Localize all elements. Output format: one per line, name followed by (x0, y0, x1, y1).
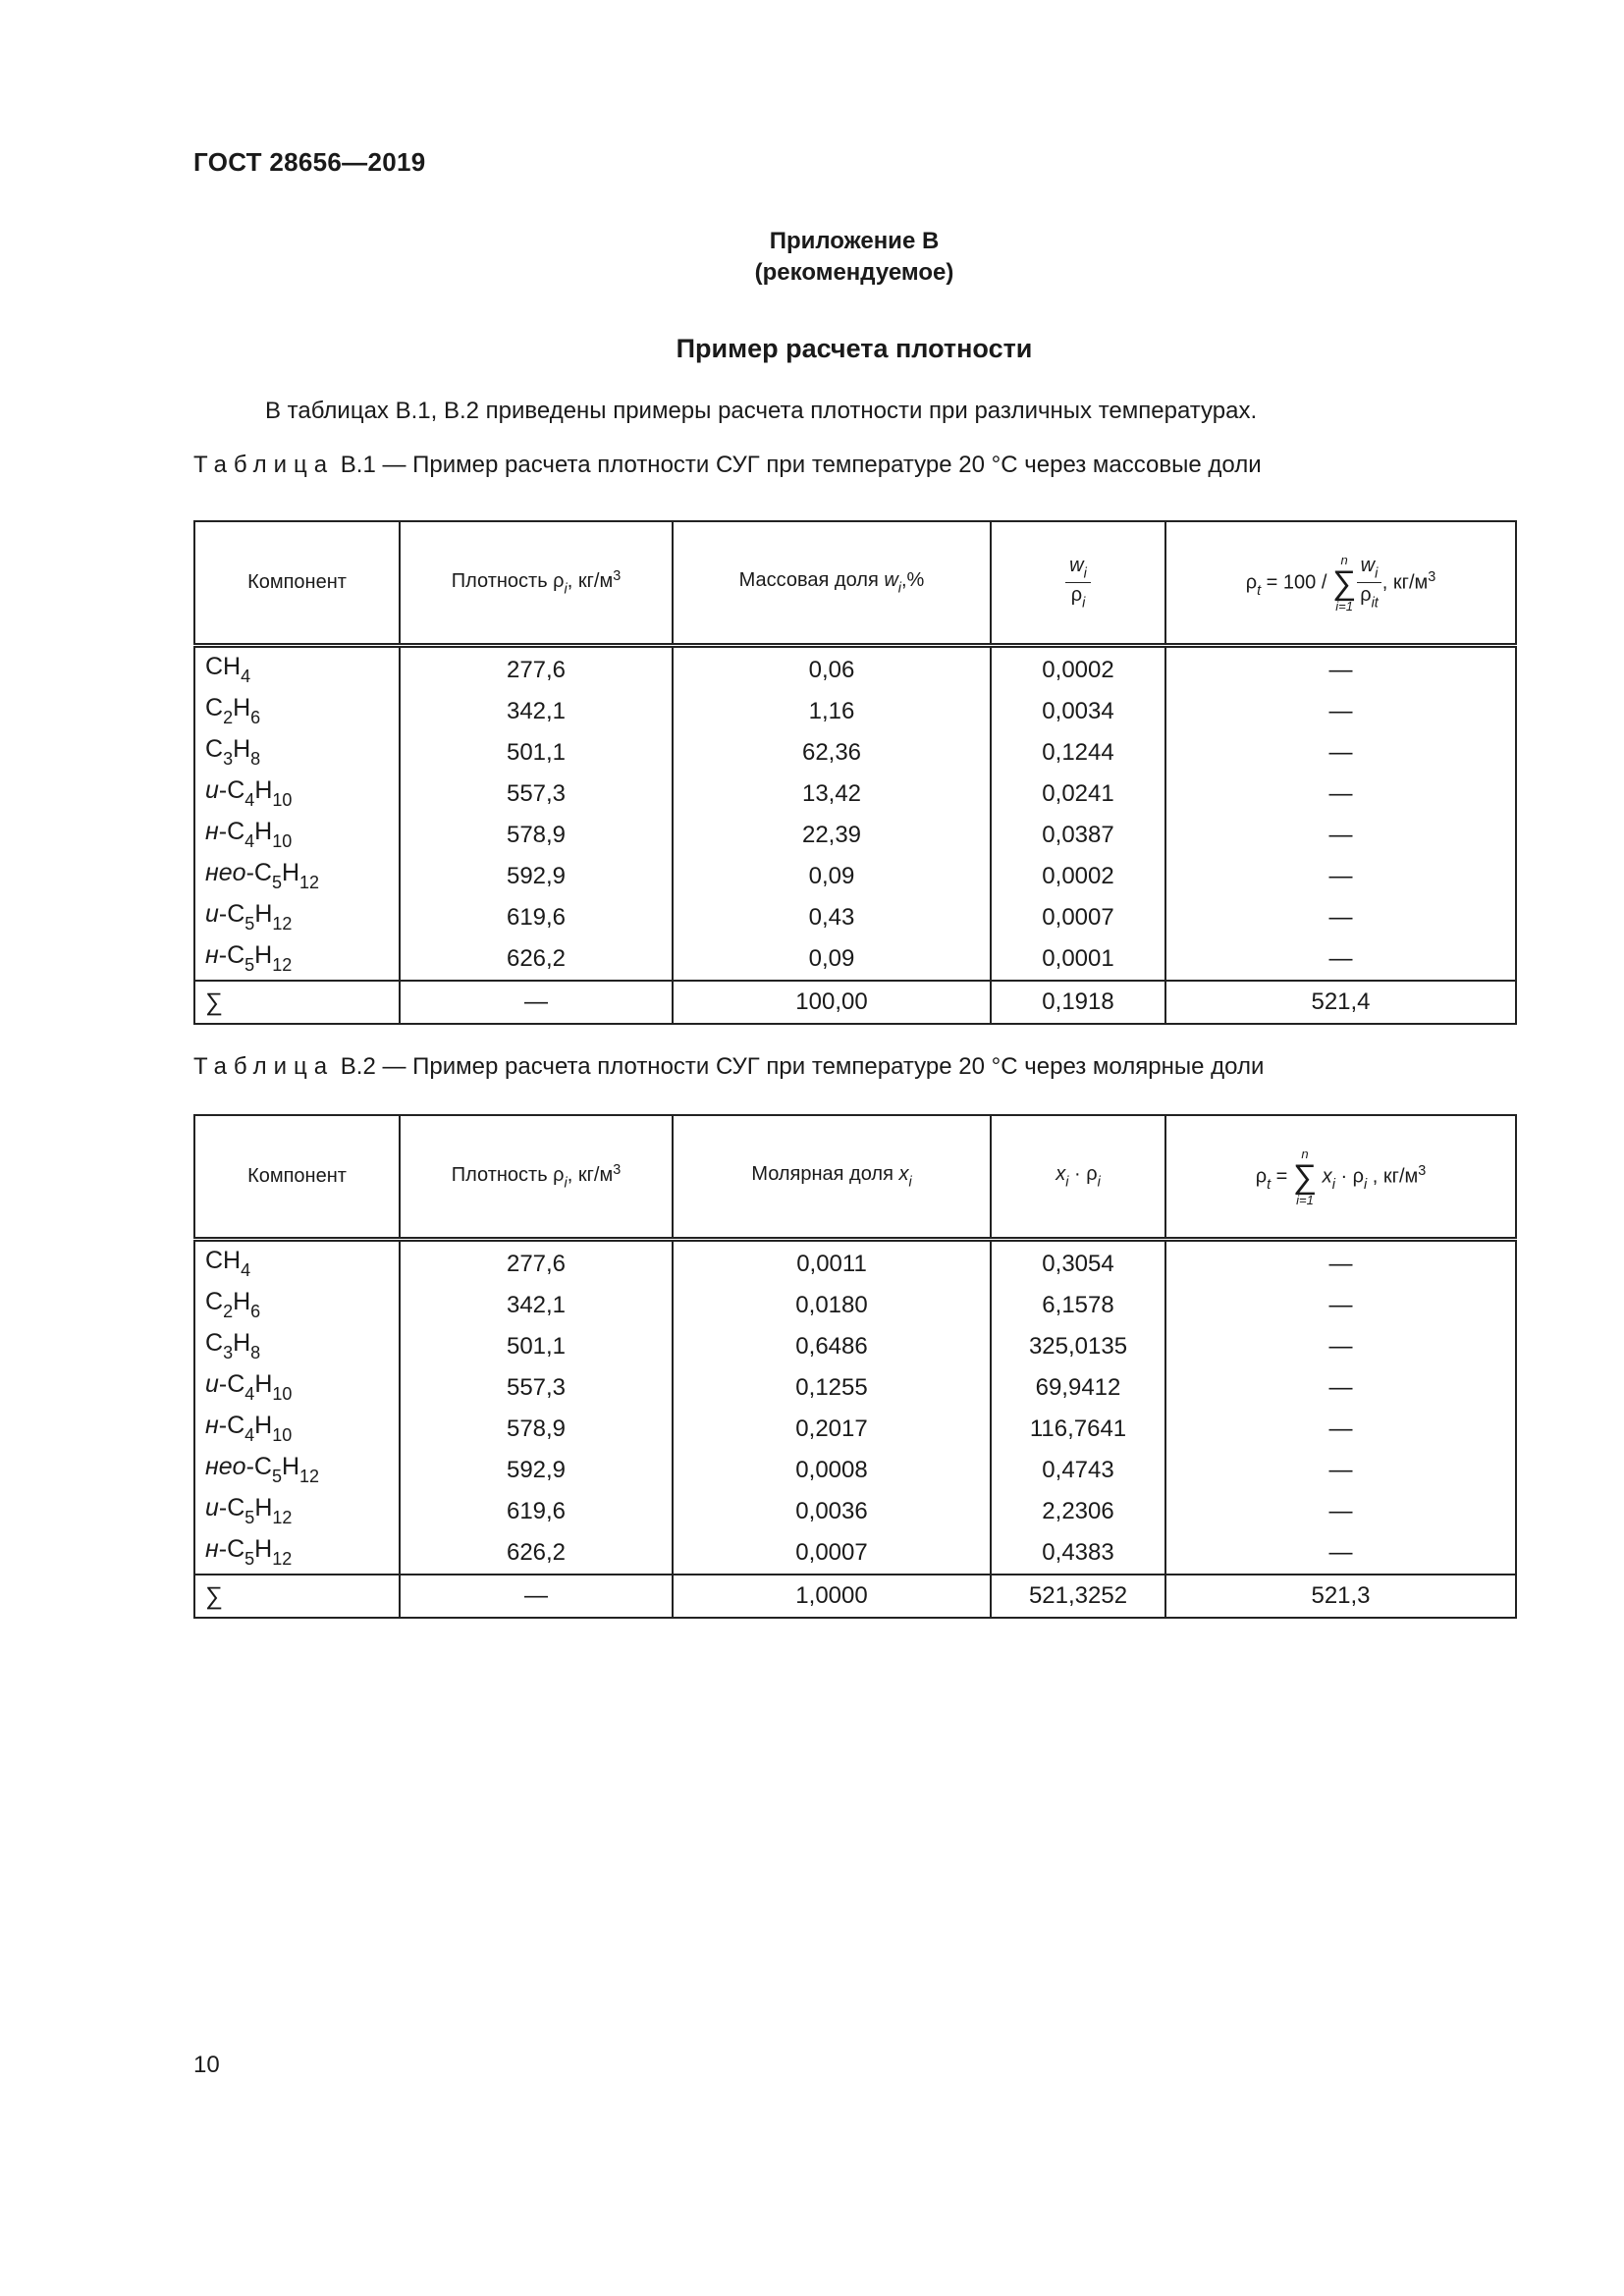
total-row (194, 981, 1516, 1024)
table-row (194, 897, 1516, 938)
total-density-cell: — (400, 981, 673, 1024)
table-row (194, 1409, 1516, 1450)
share-cell: 0,06 (673, 646, 991, 692)
share-cell: 0,1255 (673, 1367, 991, 1409)
document-code: ГОСТ 28656—2019 (193, 147, 426, 177)
table-row (194, 1532, 1516, 1575)
component-cell: $н-C_4H_{10}$ (194, 1409, 400, 1450)
table-row (194, 815, 1516, 856)
result-cell: — (1165, 646, 1516, 692)
component-cell: $C_3H_8$ (194, 732, 400, 774)
density-cell: 626,2 (400, 1532, 673, 1575)
result-cell: — (1165, 815, 1516, 856)
density-cell: 557,3 (400, 1367, 673, 1409)
calc-cell: 0,0034 (991, 691, 1165, 732)
total-share-cell: 1,0000 (673, 1575, 991, 1618)
calc-cell: 0,1244 (991, 732, 1165, 774)
summation-symbol: n ∑ i=1 (1331, 552, 1357, 614)
share-cell: 0,0036 (673, 1491, 991, 1532)
table1-header-row (194, 521, 1516, 646)
component-cell: $и-C_5H_{12}$ (194, 1491, 400, 1532)
share-cell: 0,09 (673, 938, 991, 981)
share-cell: 0,09 (673, 856, 991, 897)
calc-cell: 0,0007 (991, 897, 1165, 938)
calc-cell: 0,0002 (991, 856, 1165, 897)
density-cell: 277,6 (400, 1240, 673, 1286)
table-row (194, 1326, 1516, 1367)
component-cell: нео-$C_5H_{12}$ (194, 856, 400, 897)
share-cell: 13,42 (673, 774, 991, 815)
table2-header-component: Компонент (194, 1115, 400, 1240)
page-number: 10 (193, 2052, 220, 2078)
calc-cell: 0,0241 (991, 774, 1165, 815)
total-share-cell: 100,00 (673, 981, 991, 1024)
share-cell: 22,39 (673, 815, 991, 856)
density-cell: 342,1 (400, 1285, 673, 1326)
ratio-fraction: $\frac{w_i}{\rho_i}$ (1065, 554, 1091, 613)
density-cell: 578,9 (400, 1409, 673, 1450)
calc-cell: 0,0001 (991, 938, 1165, 981)
result-cell: — (1165, 774, 1516, 815)
share-cell: 0,0180 (673, 1285, 991, 1326)
share-cell: 0,0011 (673, 1240, 991, 1286)
calc-cell: 0,4743 (991, 1450, 1165, 1491)
table2-body (194, 1240, 1516, 1619)
table-row (194, 856, 1516, 897)
density-cell: 592,9 (400, 856, 673, 897)
table2 (193, 1114, 1517, 1619)
table2-header-molar-share: Молярная доля $x_i$ (673, 1115, 991, 1240)
share-cell: 62,36 (673, 732, 991, 774)
table2-header-product: $x_i \cdot \rho_i$ (991, 1115, 1165, 1240)
calc-cell: 69,9412 (991, 1367, 1165, 1409)
component-cell: $н-C_5H_{12}$ (194, 1532, 400, 1575)
density-cell: 501,1 (400, 1326, 673, 1367)
calc-cell: 325,0135 (991, 1326, 1165, 1367)
share-cell: 0,6486 (673, 1326, 991, 1367)
table1-header-component: Компонент (194, 521, 400, 646)
appendix-title: Приложение В (769, 228, 940, 254)
result-cell: — (1165, 1285, 1516, 1326)
table-row (194, 1285, 1516, 1326)
component-cell: $и-C_4H_{10}$ (194, 1367, 400, 1409)
table1-header-density: Плотность $\rho_i$, $кг/м^3$ (400, 521, 673, 646)
table1-caption (193, 452, 1262, 479)
density-cell: 501,1 (400, 732, 673, 774)
component-cell: $и-C_5H_{12}$ (194, 897, 400, 938)
table-row (194, 1491, 1516, 1532)
calc-cell: 0,3054 (991, 1240, 1165, 1286)
result-cell: — (1165, 1409, 1516, 1450)
table-row (194, 1450, 1516, 1491)
component-cell: нео-$C_5H_{12}$ (194, 1450, 400, 1491)
table1-caption-word: Таблица (193, 452, 335, 478)
share-cell: 0,2017 (673, 1409, 991, 1450)
section-title: Пример расчета плотности (676, 334, 1033, 363)
density-cell: 277,6 (400, 646, 673, 692)
result-cell: — (1165, 897, 1516, 938)
summation-symbol: n ∑ i=1 (1292, 1146, 1318, 1207)
table1-header-mass-share: Массовая доля $w_i,\%$ (673, 521, 991, 646)
intro-paragraph: В таблицах В.1, В.2 приведены примеры расчета плотности при различных температурах. (265, 398, 1258, 424)
table2-header-density: Плотность $\rho_i$, $кг/м^3$ (400, 1115, 673, 1240)
density-cell: 619,6 (400, 897, 673, 938)
share-cell: 0,0007 (673, 1532, 991, 1575)
total-result-cell: 521,3 (1165, 1575, 1516, 1618)
table2-caption-text: В.2 — Пример расчета плотности СУГ при температуре 20 °С через молярные доли (340, 1053, 1265, 1080)
component-cell: $C_2H_6$ (194, 1285, 400, 1326)
table-row (194, 774, 1516, 815)
appendix-heading (0, 226, 1624, 289)
table1-body (194, 646, 1516, 1025)
total-row (194, 1575, 1516, 1618)
table1-header-ratio (991, 521, 1165, 646)
calc-cell: 116,7641 (991, 1409, 1165, 1450)
table-row (194, 646, 1516, 692)
total-calc-cell: 0,1918 (991, 981, 1165, 1024)
table1-caption-text: В.1 — Пример расчета плотности СУГ при температуре 20 °С через массовые доли (340, 452, 1262, 478)
formula-fraction: $\frac{w_i}{\rho_{it}}$ (1356, 554, 1382, 613)
share-cell: 0,0008 (673, 1450, 991, 1491)
density-cell: 342,1 (400, 691, 673, 732)
density-cell: 557,3 (400, 774, 673, 815)
table-row (194, 1367, 1516, 1409)
total-label-cell: ∑ (194, 1575, 400, 1618)
component-cell: $CH_4$ (194, 646, 400, 692)
share-cell: 0,43 (673, 897, 991, 938)
calc-cell: 0,4383 (991, 1532, 1165, 1575)
density-cell: 578,9 (400, 815, 673, 856)
table-row (194, 938, 1516, 981)
table-row (194, 691, 1516, 732)
table1 (193, 520, 1517, 1025)
calc-cell: 2,2306 (991, 1491, 1165, 1532)
component-cell: $C_3H_8$ (194, 1326, 400, 1367)
result-cell: — (1165, 1326, 1516, 1367)
total-calc-cell: 521,3252 (991, 1575, 1165, 1618)
result-cell: — (1165, 691, 1516, 732)
appendix-status: (рекомендуемое) (754, 259, 954, 286)
component-cell: $н-C_4H_{10}$ (194, 815, 400, 856)
component-cell: $и-C_4H_{10}$ (194, 774, 400, 815)
component-cell: $CH_4$ (194, 1240, 400, 1286)
result-cell: — (1165, 732, 1516, 774)
result-cell: — (1165, 856, 1516, 897)
calc-cell: 0,0387 (991, 815, 1165, 856)
result-cell: — (1165, 1367, 1516, 1409)
result-cell: — (1165, 1450, 1516, 1491)
table-row (194, 1240, 1516, 1286)
total-label-cell: ∑ (194, 981, 400, 1024)
component-cell: $C_2H_6$ (194, 691, 400, 732)
share-cell: 1,16 (673, 691, 991, 732)
table-row (194, 732, 1516, 774)
calc-cell: 0,0002 (991, 646, 1165, 692)
density-cell: 619,6 (400, 1491, 673, 1532)
table2-header-row (194, 1115, 1516, 1240)
calc-cell: 6,1578 (991, 1285, 1165, 1326)
result-cell: — (1165, 1491, 1516, 1532)
table1-header-formula: $\rho_t = 100$ / n ∑ i=1 $\frac{w_i}{\rho_{it}}$ , $кг/м^3$ (1165, 521, 1516, 646)
table2-header-formula: $\rho_t$ = n ∑ i=1 $x_i \cdot \rho_i$ , $кг/м^3$ (1165, 1115, 1516, 1240)
result-cell: — (1165, 938, 1516, 981)
result-cell: — (1165, 1532, 1516, 1575)
result-cell: — (1165, 1240, 1516, 1286)
density-cell: 626,2 (400, 938, 673, 981)
component-cell: $н-C_5H_{12}$ (194, 938, 400, 981)
table2-caption-word: Таблица (193, 1053, 335, 1080)
total-density-cell: — (400, 1575, 673, 1618)
total-result-cell: 521,4 (1165, 981, 1516, 1024)
density-cell: 592,9 (400, 1450, 673, 1491)
table2-caption (193, 1053, 1264, 1081)
